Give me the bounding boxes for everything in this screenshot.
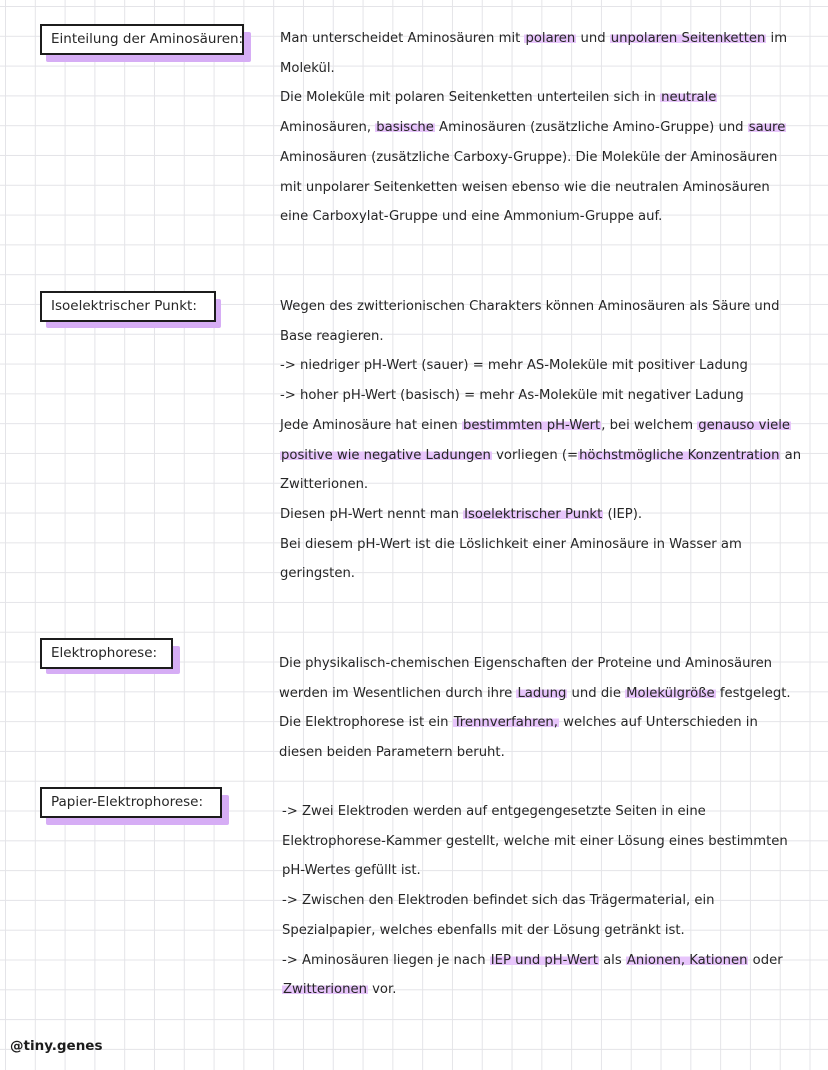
- text-segment: Aminosäuren (zusätzliche Amino-Gruppe) und: [434, 120, 748, 136]
- text-segment: Jede Aminosäure hat einen: [280, 417, 462, 433]
- text-segment: werden im Wesentlichen durch ihre: [279, 685, 517, 701]
- highlighted-text: Trennverfahren,: [453, 715, 558, 731]
- text-segment: Bei diesem pH-Wert ist die Löslichkeit einer Aminosäure in Wasser am: [280, 536, 742, 552]
- text-line: [280, 530, 801, 560]
- text-segment: (IEP).: [603, 506, 643, 522]
- section-title-papier-elektrophorese: Papier-Elektrophorese:: [40, 787, 222, 818]
- text-line: [279, 679, 791, 709]
- highlighted-text: polaren: [525, 31, 576, 46]
- highlighted-text: saure: [748, 120, 786, 136]
- text-line: [280, 500, 801, 530]
- text-segment: oder: [748, 952, 783, 968]
- text-segment: pH-Wertes gefüllt ist.: [282, 863, 421, 879]
- text-segment: an: [780, 447, 802, 463]
- highlighted-text: positive wie negative Ladungen: [281, 447, 491, 463]
- text-segment: im: [766, 31, 788, 46]
- text-line: [279, 708, 791, 738]
- section-body-elektrophorese: [279, 649, 791, 768]
- text-segment: Zwitterionen.: [280, 477, 369, 493]
- text-segment: Spezialpapier, welches ebenfalls mit der Lösung getränkt ist.: [282, 922, 685, 938]
- text-segment: Die Moleküle mit polaren Seitenketten unterteilen sich in: [280, 90, 661, 106]
- text-line: [280, 322, 801, 352]
- text-segment: , bei welchem: [601, 417, 698, 433]
- section-title-elektrophorese: Elektrophorese:: [40, 638, 173, 669]
- highlighted-text: genauso viele: [698, 417, 791, 433]
- text-segment: Base reagieren.: [280, 328, 384, 344]
- text-segment: vorliegen (=: [491, 447, 579, 463]
- text-line: [280, 113, 787, 143]
- text-line: [282, 856, 788, 886]
- text-segment: Wegen des zwitterionischen Charakters können Aminosäuren als Säure und: [280, 299, 780, 314]
- text-line: [279, 738, 791, 768]
- highlighted-text: Molekülgröße: [626, 685, 715, 701]
- highlighted-text: neutrale: [661, 90, 717, 106]
- text-segment: Molekül.: [280, 60, 335, 76]
- text-segment: -> Zwischen den Elektroden befindet sich das Trägermaterial, ein: [282, 893, 715, 909]
- section-body-papier-elektrophorese: [282, 797, 788, 1005]
- text-segment: Aminosäuren,: [280, 120, 376, 136]
- text-line: [282, 975, 788, 1005]
- highlighted-text: basische: [376, 120, 434, 136]
- text-segment: Diesen pH-Wert nennt man: [280, 506, 464, 522]
- footer-handle: @tiny.genes: [10, 1038, 103, 1054]
- text-line: [280, 292, 801, 322]
- text-line: [280, 411, 801, 441]
- text-segment: eine Carboxylat-Gruppe und eine Ammonium-Gruppe auf.: [280, 209, 663, 225]
- text-segment: und die: [567, 685, 626, 701]
- text-segment: Die physikalisch-chemischen Eigenschaften der Proteine und Aminosäuren: [279, 656, 773, 671]
- text-segment: mit unpolarer Seitenketten weisen ebenso wie die neutralen Aminosäuren: [280, 179, 770, 195]
- highlighted-text: Ladung: [517, 685, 567, 701]
- text-segment: vor.: [367, 982, 397, 998]
- text-segment: diesen beiden Parametern beruht.: [279, 745, 505, 761]
- text-segment: -> Zwei Elektroden werden auf entgegengesetzte Seiten in eine: [282, 804, 706, 819]
- text-segment: Aminosäuren (zusätzliche Carboxy-Gruppe). Die Moleküle der Aminosäuren: [280, 149, 778, 165]
- text-line: [280, 441, 801, 471]
- highlighted-text: höchstmögliche Konzentration: [579, 447, 780, 463]
- text-line: [282, 886, 788, 916]
- text-line: [280, 143, 787, 173]
- text-segment: Man unterscheidet Aminosäuren mit: [280, 31, 525, 46]
- highlighted-text: Anionen, Kationen: [626, 952, 748, 968]
- highlighted-text: bestimmten pH-Wert: [463, 417, 601, 433]
- text-line: [280, 202, 787, 232]
- text-line: [280, 24, 787, 54]
- text-line: [280, 173, 787, 203]
- text-line: [280, 83, 787, 113]
- text-segment: -> Aminosäuren liegen je nach: [282, 952, 490, 968]
- text-segment: festgelegt.: [715, 685, 791, 701]
- text-line: [280, 351, 801, 381]
- section-title-isoelektrischer-punkt: Isoelektrischer Punkt:: [40, 291, 216, 322]
- text-line: [282, 946, 788, 976]
- text-line: [280, 381, 801, 411]
- text-segment: welches auf Unterschieden in: [558, 715, 758, 731]
- text-line: [282, 827, 788, 857]
- text-line: [282, 797, 788, 827]
- text-line: [282, 916, 788, 946]
- text-line: [280, 559, 801, 589]
- highlighted-text: Isoelektrischer Punkt: [464, 506, 603, 522]
- section-title-einteilung: Einteilung der Aminosäuren:: [40, 24, 244, 55]
- text-line: [280, 470, 801, 500]
- highlighted-text: Zwitterionen: [283, 982, 367, 998]
- text-segment: Die Elektrophorese ist ein: [279, 715, 453, 731]
- text-segment: geringsten.: [280, 566, 356, 582]
- section-body-einteilung: [280, 24, 787, 232]
- highlighted-text: IEP und pH-Wert: [490, 952, 598, 968]
- text-segment: Elektrophorese-Kammer gestellt, welche mit einer Lösung eines bestimmten: [282, 833, 788, 849]
- text-segment: -> hoher pH-Wert (basisch) = mehr As-Moleküle mit negativer Ladung: [280, 388, 744, 404]
- highlighted-text: unpolaren Seitenketten: [610, 31, 766, 46]
- text-segment: -> niedriger pH-Wert (sauer) = mehr AS-Moleküle mit positiver Ladung: [280, 358, 748, 374]
- text-segment: als: [598, 952, 626, 968]
- text-line: [280, 54, 787, 84]
- text-line: [279, 649, 791, 679]
- text-segment: und: [576, 31, 610, 46]
- section-body-isoelektrischer-punkt: [280, 292, 801, 589]
